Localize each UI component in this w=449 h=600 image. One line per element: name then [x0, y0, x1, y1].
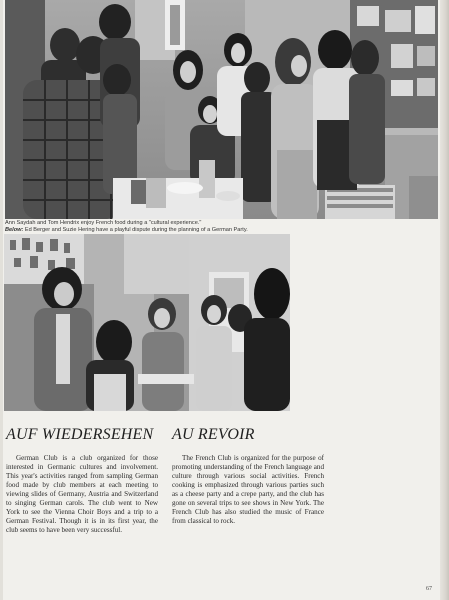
page-edge-right — [440, 0, 449, 600]
photo-german-party-planning — [4, 234, 290, 411]
caption-below-label: Below: — [5, 227, 24, 233]
caption-bottom-photo — [5, 227, 435, 234]
page-edge-left — [0, 0, 3, 600]
page-number: 67 — [426, 586, 432, 592]
article-german-club: German Club is a club organized for those interested in Germanic cultures and involvement. This year's activities ranged from sampling German food made by club members at each meeting to viewing slides of Germany, Austria and Switzerland to singing German carols. The club went to New York to see the Vienna Choir Boys and a trip to a German Festival. Though it is in its first year, the club seems to have been very successful. — [6, 454, 158, 534]
photo-caption — [5, 220, 435, 234]
article-french-club: The French Club is organized for the purpose of promoting understanding of the French language and culture through various social activities. French cooking is emphasized through various parties such as a cheese party and a crepe party, and the club has gone on several trips to see shows in New York. The French Club has also studied the music of France from classical to rock. — [172, 454, 324, 525]
heading-german-club: AUF WIEDERSEHEN — [6, 426, 154, 443]
caption-bottom-text: Ed Berger and Suzie Hering have a playful dispute during the planning of a German Party. — [24, 227, 248, 233]
caption-top-photo: Ann Saydah and Tom Hendrix enjoy French food during a "cultural experience." — [5, 220, 202, 226]
photo-french-food-party — [5, 0, 438, 219]
heading-french-club: AU REVOIR — [172, 426, 255, 443]
